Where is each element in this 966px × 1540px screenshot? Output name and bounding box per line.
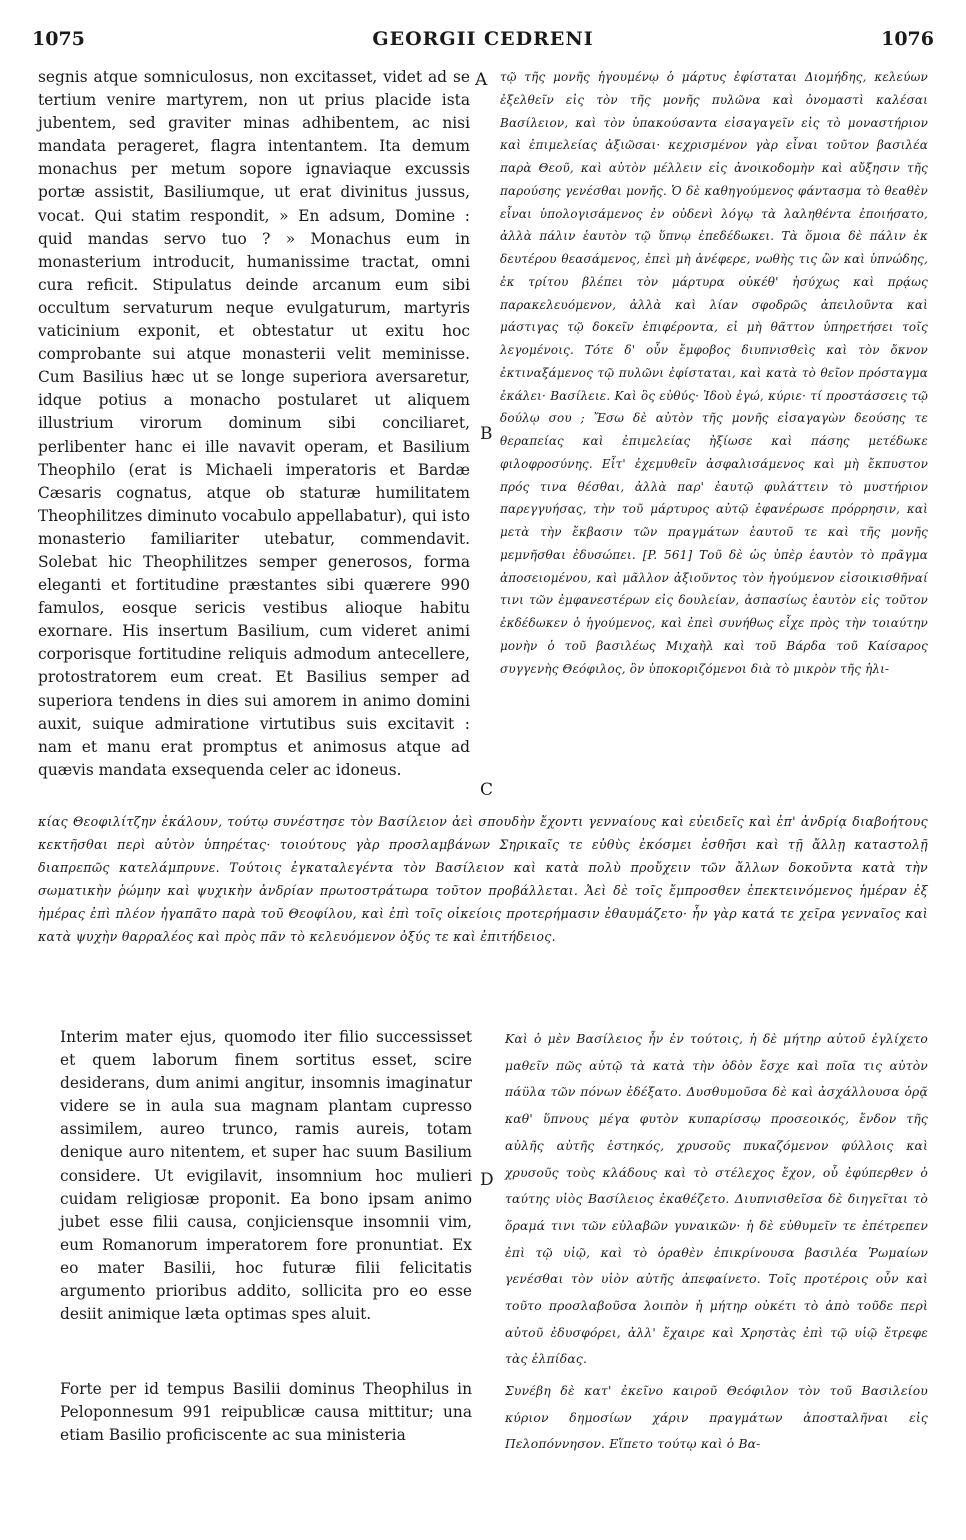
section-marker-a: A [475,70,488,90]
greek-paragraph-3: Συνέβη δὲ κατ' ἐκεῖνο καιροῦ Θεόφιλον τὸν τοῦ Βασιλείου κύριον δημοσίων χάριν πραγμάτων ἀποσταλῆναι εἰς Πελοπόννησον. Εἵπετο τούτῳ καὶ ὁ Βα- [505,1384,928,1452]
running-header [32,28,934,56]
greek-continuation: κίας Θεοφιλίτζην ἐκάλουν, τούτῳ συνέστησε τὸν Βασίλειον ἀεὶ σπουδὴν ἔχοντι γενναίους καὶ εὐειδεῖς καὶ ἐπ' ἀνδρίᾳ διαβοήτους κεκτῆσθαι περὶ αὐτὸν ὑπηρέτας· τοιούτους γὰρ προσλαμβάνων Σηρικαῖς τε εὐθὺς ἐκόσμει ἐσθῆσι καὶ τῇ ἄλλῃ καταστολῇ διαπρεπῶς κατελάμπρυνε. Τούτοις ἐγκαταλεγέντα τὸν Βασίλειον καὶ κατὰ πολὺ προὔχειν τῶν ἄλλων δοκοῦντα κατὰ τὴν σωματικὴν ῥώμην καὶ ψυχικὴν ἀνδρίαν πρωτοστράτωρα τοῦτον προβάλλεται. Ἀεὶ δὲ τοῖς ἔμπροσθεν ἐπεκτεινόμενος ἡμέραν ἐξ ἡμέρας ἐπὶ πλέον ἠγαπᾶτο παρὰ τοῦ Θεοφίλου, καὶ ἐπὶ τοῖς οἰκείοις προτερήμασιν ἐθαυμάζετο· ἦν γὰρ κατά τε χεῖρα γενναῖος καὶ κατὰ ψυχὴν θαρραλέος καὶ πρὸς πᾶν τὸ κελευόμενον ὀξύς τε καὶ ἐπιτήδειος. [38,814,928,945]
page-number-right: 1076 [881,28,934,50]
section-marker-c: C [480,780,494,800]
page-number-left: 1075 [32,28,85,50]
latin-paragraph-2: Interim mater ejus, quomodo iter filio successisset et quem laborum finem sortitus esset, scire desiderans, dum animi angitur, insomnis imaginatur videre se in aula sua magnam plantam cupresso assimilem, aureo trunco, ramis aureis, totam denique auro nitentem, et super hac suum Basilium considere. Ut evigilavit, insomnium hoc mulieri cuidam religiosæ proponit. Ea bono ipsam animo jubet esse filii causa, conjiciensque insomnii vim, eum Romanorum imperatorem fore pronuntiat. Ex eo mater Basilii, hoc futuræ filii felicitatis argumento prioribus addito, sollicita pro eo esse desiit animique læta optimas spes aluit. [60,1028,472,1324]
latin-paragraph-3: Forte per id tempus Basilii dominus Theophilus in Peloponnesum 991 reipublicæ causa mittitur; una etiam Basilio proficiscente ac sua ministeria [60,1380,472,1445]
section-marker-d: D [480,1170,494,1190]
latin-paragraph-1: segnis atque somniculosus, non excitasset, videt ad se tertium venire martyrem, non ut prius placide ista jubentem, sed graviter minas adhibentem, ac nisi mandata perageret, flagra intentantem. Ita demum monachus per metum sopore ignaviaque excussis portæ assistit, Basiliumque, ut erat divinitus jussus, vocat. Qui statim respondit, » En adsum, Domine : quid mandas servo tuo ? » Monachus eum in monasterium introducit, humanissime tractat, omni cura reficit. Stipulatus deinde arcanum eum sibi occultum servaturum neque evulgaturum, martyris vaticinium exponit, et obtestatur ut exitu hoc comprobante sui atque monasterii velit meminisse. Cum Basilius hæc ut se longe superiora aversaretur, idque potius a monacho postularet ut aliquem illustrium virorum dominum sibi conciliaret, perlibenter hanc ei ille navavit operam, et Basilium Theophilo (erat is Michaeli imperatoris et Bardæ Cæsaris cognatus, atque ob staturæ humilitatem Theophilitzes diminuto vocabulo appellabatur), qui isto monasterio familiariter utebatur, commendavit. Solebat hic Theophilitzes semper generosos, forma eleganti et fortitudine præstantes sibi quærere 990 famulos, eosque sericis vestibus alioque habitu exornare. His insertum Basilium, cum videret animi corporisque fortitudine reliquis admodum antecellere, protostratorem eum creat. Et Basilius semper ad superiora tendens in dies sui amorem in animo domini auxit, suique admiratione virtutibus suis excitavit : nam et manu erat promptus et animosus atque ad quævis mandata exsequenda celer ac idoneus. [38,68,470,779]
section-marker-b: B [480,424,493,444]
greek-paragraph-2: Καὶ ὁ μὲν Βασίλειος ἦν ἐν τούτοις, ἡ δὲ μήτηρ αὐτοῦ ἐγλίχετο μαθεῖν πῶς αὐτῷ τὰ κατὰ τὴν ὁδὸν ἔσχε καὶ ποῖα τις αὐτὸν πάϋλα τῶν πόνων ἐδέξατο. Δυσθυμοῦσα δὲ καὶ ἀσχάλλουσα ὁρᾷ καθ' ὕπνους μέγα φυτὸν κυπαρίσσῳ προσεοικός, ἔνδον τῆς αὐλῆς αὐτῆς ἑστηκός, χρυσοῦς πυκαζόμενον φύλλοις καὶ χρυσοῦς τοὺς κλάδους καὶ τὸ στέλεχος ἔχον, οὗ ἐφύπερθεν ὁ ταύτης υἱὸς Βασίλειος ἐκαθέζετο. Διυπνισθεῖσα δὲ διηγεῖται τὸ ὅραμά τινι τῶν εὐλαβῶν γυναικῶν· ἡ δὲ εὐθυμεῖν τε ἐπέτρεπεν ἐπὶ τῷ υἱῷ, καὶ τὸ ὁραθὲν ἐπικρίνουσα βασιλέα Ῥωμαίων γενέσθαι τὸν υἱὸν αὐτῆς ἀπεφαίνετο. Τοῖς προτέροις οὖν καὶ τοῦτο προσλαβοῦσα λοιπὸν ἡ μήτηρ οὐκέτι τὸ ἀπὸ τοῦδε περὶ αὐτοῦ ἐδυσφόρει, ἀλλ' ἔχαιρε καὶ Χρηστὰς ἐπὶ τῷ υἱῷ ἔτρεφε τὰς ἐλπίδας. [505,1032,928,1367]
greek-paragraph-1: τῷ τῆς μονῆς ἡγουμένῳ ὁ μάρτυς ἐφίσταται Διομήδης, κελεύων ἐξελθεῖν εἰς τὸν τῆς μονῆς πυλῶνα καὶ ὀνομαστὶ καλέσαι Βασίλειον, καὶ τὸν ὑπακούσαντα εἰσαγαγεῖν εἰς τὸ μοναστήριον καὶ ἐπιμελείας ἀξιῶσαι· κεχρισμένον γὰρ εἶναι τοῦτον βασιλέα παρὰ Θεοῦ, καὶ αὐτὸν μέλλειν εἰς ἀνοικοδομὴν καὶ αὔξησιν τῆς παρούσης γενέσθαι μονῆς. Ὁ δὲ καθηγούμενος φάντασμα τὸ θεαθὲν εἶναι ὑπολογισάμενος ἐν οὐδενὶ λόγῳ τὰ λαληθέντα ἐποιήσατο, ἀλλὰ πάλιν ἑαυτὸν τῷ ὕπνῳ ἐπεδέδωκει. Τὰ ὅμοια δὲ πάλιν ἐκ δευτέρου θεασάμενος, ἐπεὶ μὴ ἀνέφερε, νωθὴς τις ὢν καὶ ὑπνώδης, ἐκ τρίτου βλέπει τὸν μάρτυρα οὐκέθ' ἡσύχως καὶ πρᾴως παρακελευόμενον, ἀλλὰ καὶ λίαν σφοδρῶς ἀπειλοῦντα καὶ μάστιγας τῷ δοκεῖν ἐπιφέροντα, εἰ μὴ θᾶττον ὑπηρετήσει τοῖς λεγομένοις. Τότε δ' οὖν ἔμφοβος διυπνισθεὶς καὶ τὸν ὄκνον ἐκτιναξάμενος τῷ πυλῶνι ἐφίσταται, καὶ κατὰ τὸ θεῖον πρόσταγμα ἐκάλει· Βασίλειε. Καὶ ὃς εὐθύς· Ἰδοὺ ἐγώ, κύριε· τί προστάσσεις τῷ δούλῳ σου ; Ἔσω δὲ αὐτὸν τῆς μονῆς εἰσαγαγὼν δεούσης τε θεραπείας καὶ ἐπιμελείας ἠξίωσε καὶ πάσης μετέδωκε φιλοφροσύνης. Εἶτ' ἐχεμυθεῖν ἀσφαλισάμενος καὶ μὴ ἔκπυστον πρός τινα θέσθαι, ἀλλὰ παρ' ἑαυτῷ φυλάττειν τὸ μυστήριον παρεγγυήσας, τὴν τοῦ μάρτυρος αὐτῷ ἐφανέρωσε πρόρρησιν, καὶ μετὰ τὴν ἔκβασιν τῶν πραγμάτων ἑαυτοῦ τε καὶ τῆς μονῆς μεμνῆσθαι ἐδυσώπει. [P. 561] Τοῦ δὲ ὡς ὑπὲρ ἑαυτὸν τὸ πρᾶγμα ἀποσειομένου, καὶ μᾶλλον ἀξιοῦντος τὸν ἡγούμενον εἰσοικισθῆναί τινι τῶν ἐμφανεστέρων εἰς δουλείαν, ἀσπασίως ἑαυτὸν εἰς τοῦτον ἐκδέδωκεν ὁ ἡγούμενος, καὶ ἐπεὶ συνήθως εἶχε πρὸς τὴν τοιαύτην μονὴν ὁ τοῦ βασιλέως Μιχαὴλ καὶ τοῦ Βάρδα τοῦ Καίσαρος συγγενὴς Θεόφιλος, ὃν ὑποκοριζόμενοι διὰ τὸ μικρὸν τῆς ἡλι- [500,70,928,676]
running-title: GEORGII CEDRENI [372,28,594,50]
